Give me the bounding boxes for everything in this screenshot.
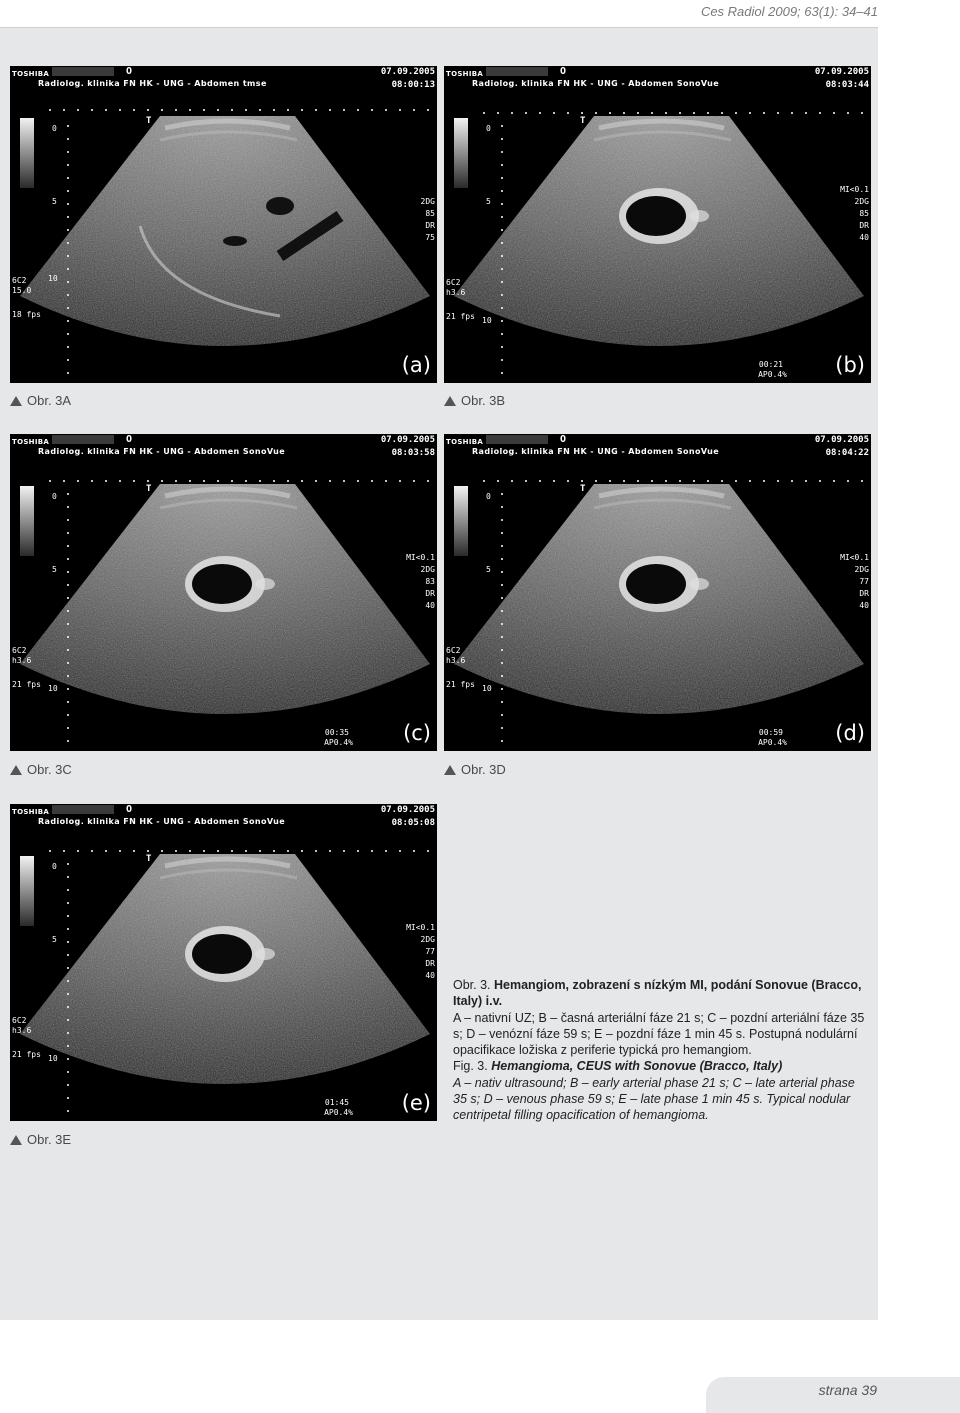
figure-label-text: Obr. 3C (27, 762, 72, 777)
clinic-header: Radiolog. klinika FN HK - UNG - Abdomen SonoVue (38, 817, 286, 826)
imaging-param: MI<0.1 (840, 553, 869, 562)
imaging-param: MI<0.1 (406, 553, 435, 562)
imaging-params (406, 922, 435, 982)
imaging-param: 2DG (854, 565, 869, 574)
imaging-param: 77 (425, 947, 435, 956)
imaging-params (406, 552, 435, 612)
imaging-param: 2DG (420, 935, 435, 944)
grayscale-bar (454, 118, 468, 188)
acoustic-power: AP0.4% (758, 370, 787, 379)
imaging-param: 2DG (420, 197, 435, 206)
imaging-param: 40 (859, 601, 869, 610)
exam-date: 07.09.2005 (814, 435, 869, 445)
transducer-mark: T (146, 854, 152, 864)
imaging-param: 85 (859, 209, 869, 218)
transducer-mark: T (146, 484, 152, 494)
ultrasound-panel-d (444, 434, 871, 751)
depth-label-0: 0 (486, 492, 491, 501)
transducer-mark: T (146, 116, 152, 126)
exam-date: 07.09.2005 (380, 67, 435, 77)
triangle-icon (444, 765, 456, 775)
frame-rate: 21 fps (12, 680, 41, 689)
probe-info (12, 276, 31, 296)
figure-label-text: Obr. 3D (461, 762, 506, 777)
page-number: strana 39 (818, 1382, 877, 1398)
patient-id-redaction (52, 67, 114, 76)
acoustic-power: AP0.4% (758, 738, 787, 747)
grayscale-bar (20, 856, 34, 926)
panel-letter: (a) (401, 353, 431, 377)
patient-id-redaction (52, 805, 114, 814)
figure-label-e (10, 1132, 71, 1147)
ultrasound-panel-e (10, 804, 437, 1121)
marker-label: O (560, 66, 567, 77)
elapsed-time: 01:45 (324, 1098, 349, 1107)
exam-time: 08:05:08 (391, 818, 435, 828)
brand-label: TOSHIBA (12, 438, 50, 446)
imaging-param: DR (859, 589, 869, 598)
imaging-param: MI<0.1 (840, 185, 869, 194)
depth-label-10: 10 (482, 684, 492, 693)
imaging-param: DR (425, 959, 435, 968)
imaging-param: DR (859, 221, 869, 230)
probe-model: 6C2 (446, 646, 461, 655)
marker-label: O (560, 434, 567, 445)
exam-time: 08:03:58 (391, 448, 435, 458)
acoustic-power: AP0.4% (324, 738, 353, 747)
ultrasound-image (10, 434, 437, 751)
triangle-icon (444, 396, 456, 406)
clinic-header: Radiolog. klinika FN HK - UNG - Abdomen SonoVue (472, 447, 720, 456)
grayscale-bar (20, 118, 34, 188)
depth-label-0: 0 (52, 124, 57, 133)
figure-caption (453, 977, 868, 1124)
imaging-param: 2DG (420, 565, 435, 574)
depth-label-5: 5 (52, 197, 57, 206)
figure-label-text: Obr. 3B (461, 393, 506, 408)
frame-rate: 21 fps (446, 680, 475, 689)
brand-label: TOSHIBA (446, 438, 484, 446)
clinic-header: Radiolog. klinika FN HK - UNG - Abdomen tmse (38, 79, 267, 88)
exam-time: 08:04:22 (825, 448, 869, 458)
panel-letter: (d) (835, 721, 865, 745)
brand-label: TOSHIBA (12, 70, 50, 78)
imaging-params (421, 196, 435, 244)
depth-label-10: 10 (48, 684, 58, 693)
caption-en-title: Hemangioma, CEUS with Sonovue (Bracco, Italy) (491, 1059, 783, 1074)
imaging-param: 83 (425, 577, 435, 586)
patient-id-redaction (486, 67, 548, 76)
elapsed-time: 00:35 (324, 728, 349, 737)
depth-label-0: 0 (52, 492, 57, 501)
ultrasound-image (10, 66, 437, 383)
figure-label-d (444, 762, 506, 777)
ultrasound-image (444, 66, 871, 383)
transducer-mark: T (580, 116, 586, 126)
imaging-param: 85 (425, 209, 435, 218)
panel-letter: (b) (835, 353, 865, 377)
ultrasound-panel-b (444, 66, 871, 383)
frame-rate: 21 fps (446, 312, 475, 321)
caption-en-label: Fig. 3. (453, 1059, 488, 1074)
frame-rate: 18 fps (12, 310, 41, 319)
probe-info (12, 1016, 31, 1036)
imaging-param: 75 (425, 233, 435, 242)
grayscale-bar (454, 486, 468, 556)
imaging-param: MI<0.1 (406, 923, 435, 932)
probe-model: 6C2 (12, 276, 27, 285)
exam-time: 08:03:44 (825, 80, 869, 90)
triangle-icon (10, 765, 22, 775)
elapsed-time: 00:21 (758, 360, 783, 369)
elapsed-time: 00:59 (758, 728, 783, 737)
marker-label: O (126, 804, 133, 815)
imaging-params (840, 184, 869, 244)
probe-frequency: h3.6 (12, 656, 32, 665)
triangle-icon (10, 396, 22, 406)
exam-date: 07.09.2005 (814, 67, 869, 77)
transducer-mark: T (580, 484, 586, 494)
acoustic-power: AP0.4% (324, 1108, 353, 1117)
probe-model: 6C2 (12, 1016, 27, 1025)
exam-time: 08:00:13 (391, 80, 435, 90)
triangle-icon (10, 1135, 22, 1145)
caption-cz-title: Hemangiom, zobrazení s nízkým MI, podání Sonovue (Bracco, Italy) i.v. (453, 978, 862, 1009)
imaging-param: 40 (859, 233, 869, 242)
probe-info (446, 278, 465, 298)
panel-letter: (c) (403, 721, 431, 745)
ultrasound-image (10, 804, 437, 1121)
journal-citation: Ces Radiol 2009; 63(1): 34–41 (700, 4, 878, 19)
probe-model: 6C2 (12, 646, 27, 655)
caption-cz-label: Obr. 3. (453, 978, 491, 992)
depth-label-5: 5 (52, 935, 57, 944)
figure-label-c (10, 762, 72, 777)
figure-label-a (10, 393, 71, 408)
depth-label-10: 10 (48, 1054, 58, 1063)
marker-label: O (126, 66, 133, 77)
brand-label: TOSHIBA (446, 70, 484, 78)
imaging-param: 40 (425, 601, 435, 610)
patient-id-redaction (52, 435, 114, 444)
caption-en-body: A – nativ ultrasound; B – early arterial phase 21 s; C – late arterial phase 35 s; D – venous phase 59 s; E – late phase 1 min 45 s. Typical nodular centripetal filling opacification of hemangioma. (453, 1075, 855, 1123)
marker-label: O (126, 434, 133, 445)
depth-label-5: 5 (52, 565, 57, 574)
probe-info (446, 646, 465, 666)
probe-info (12, 646, 31, 666)
imaging-params (840, 552, 869, 612)
probe-frequency: 15.0 (12, 286, 32, 295)
ultrasound-panel-c (10, 434, 437, 751)
clinic-header: Radiolog. klinika FN HK - UNG - Abdomen SonoVue (38, 447, 286, 456)
panel-letter: (e) (401, 1091, 431, 1115)
imaging-param: DR (425, 221, 435, 230)
figure-label-text: Obr. 3E (27, 1132, 72, 1147)
depth-label-5: 5 (486, 197, 491, 206)
patient-id-redaction (486, 435, 548, 444)
imaging-param: 40 (425, 971, 435, 980)
imaging-param: DR (425, 589, 435, 598)
probe-frequency: h3.6 (446, 656, 466, 665)
depth-label-10: 10 (482, 316, 492, 325)
probe-frequency: h3.6 (446, 288, 466, 297)
depth-label-5: 5 (486, 565, 491, 574)
grayscale-bar (20, 486, 34, 556)
frame-rate: 21 fps (12, 1050, 41, 1059)
probe-frequency: h3.6 (12, 1026, 32, 1035)
figure-label-b (444, 393, 505, 408)
brand-label: TOSHIBA (12, 808, 50, 816)
depth-label-0: 0 (52, 862, 57, 871)
clinic-header: Radiolog. klinika FN HK - UNG - Abdomen SonoVue (472, 79, 720, 88)
exam-date: 07.09.2005 (380, 805, 435, 815)
depth-label-10: 10 (48, 274, 58, 283)
ultrasound-panel-a (10, 66, 437, 383)
figure-label-text: Obr. 3A (27, 393, 72, 408)
imaging-param: 2DG (854, 197, 869, 206)
probe-model: 6C2 (446, 278, 461, 287)
caption-cz-body: A – nativní UZ; B – časná arteriální fáze 21 s; C – pozdní arteriální fáze 35 s; D – venózní fáze 59 s; E – pozdní fáze 1 min 45 s. Postupná nodulární opacifikace ložiska z periferie typická pro hemangiom. (453, 1010, 865, 1058)
exam-date: 07.09.2005 (380, 435, 435, 445)
depth-label-0: 0 (486, 124, 491, 133)
ultrasound-image (444, 434, 871, 751)
imaging-param: 77 (859, 577, 869, 586)
